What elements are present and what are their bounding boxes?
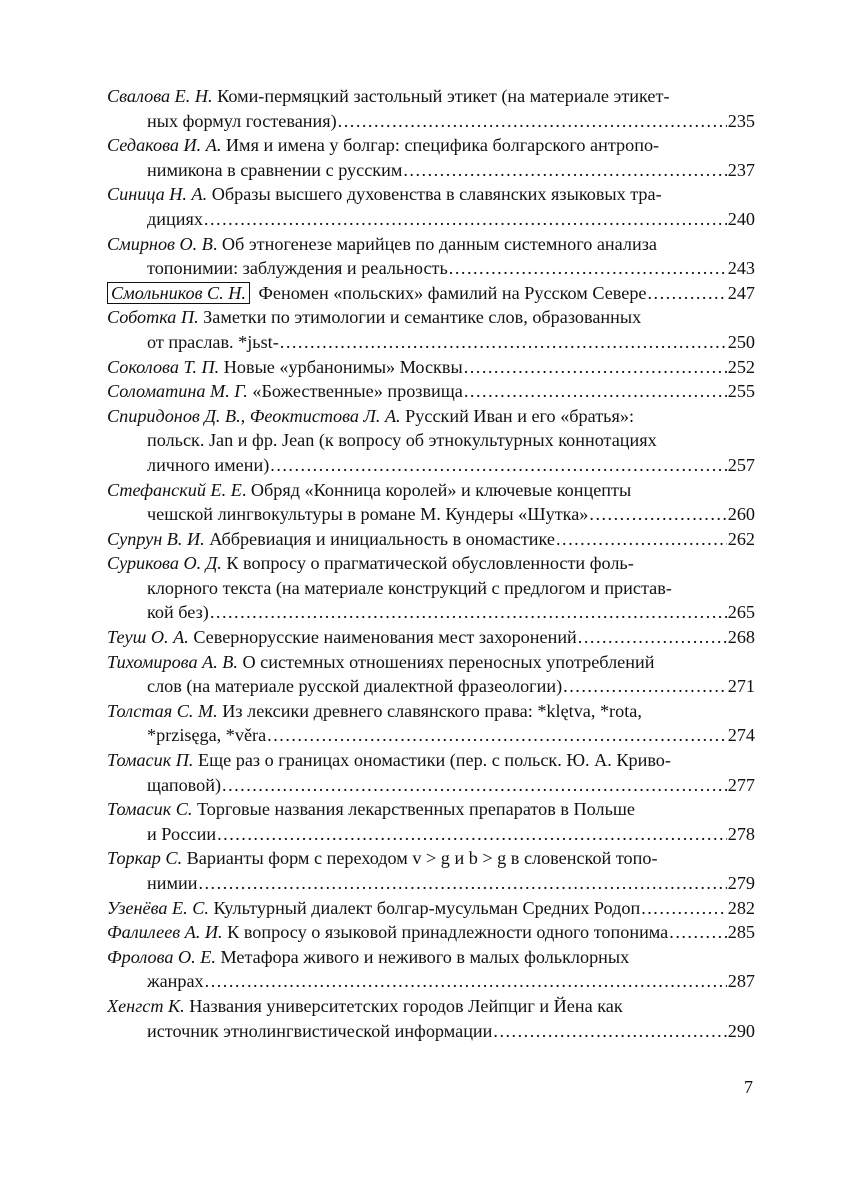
toc-entry xyxy=(107,379,755,404)
entry-title-line: Коми-пермяцкий застольный этикет (на материале этикет- xyxy=(217,86,670,106)
entry-author: Спиридонов Д. В., Феоктистова Л. А. xyxy=(107,405,401,426)
entry-title-line: ных формул гостевания) xyxy=(147,110,337,131)
leader-dots xyxy=(669,920,726,945)
leader-dots xyxy=(578,625,727,650)
entry-title-line: топонимии: заблуждения и реальность xyxy=(147,258,448,279)
toc-entry xyxy=(107,920,755,945)
toc-entry xyxy=(107,182,755,231)
leader-dots xyxy=(270,453,726,478)
entry-title-line: Имя и имена у болгар: специфика болгарского антропо- xyxy=(225,135,660,156)
entry-title-line: Заметки по этимологии и семантике слов, образованных xyxy=(203,307,642,328)
leader-dots xyxy=(280,330,727,355)
entry-title-line: К вопросу о прагматической обусловленности фоль- xyxy=(226,553,634,574)
entry-author: Седакова И. А. xyxy=(107,135,222,156)
entry-title-line: и России xyxy=(147,823,217,844)
leader-dots xyxy=(556,527,727,552)
entry-title-line: щаповой) xyxy=(147,774,222,795)
entry-title-line: Феномен «польских» фамилий на Русском Севере xyxy=(258,282,647,303)
toc-entry xyxy=(107,404,755,478)
toc-entry xyxy=(107,650,755,699)
entry-title-line: . Об этногенезе марийцев по данным системного анализа xyxy=(212,233,657,254)
entry-title-line: Новые «урбанонимы» Москвы xyxy=(223,356,463,377)
entry-page: 247 xyxy=(727,282,755,303)
leader-dots xyxy=(222,773,727,798)
entry-title-line: чешской лингвокультуры в романе М. Кундеры «Шутка» xyxy=(147,504,589,525)
entry-title-line: источник этнолингвистической информации xyxy=(147,1020,493,1041)
entry-page: 279 xyxy=(727,873,755,893)
entry-title-line: Из лексики древнего славянского права: *klętva, *rota, xyxy=(222,700,642,721)
entry-title-line: клорного текста (на материале конструкций с предлогом и пристав- xyxy=(147,577,672,598)
toc-entry xyxy=(107,896,755,921)
entry-title-line: О системных отношениях переносных употреблений xyxy=(242,651,655,672)
entry-author-boxed: Смольников С. Н. xyxy=(107,282,250,304)
entry-title-line: Русский Иван и его «братья»: xyxy=(405,405,634,426)
toc-entry xyxy=(107,133,755,182)
entry-author: Свалова Е. Н. xyxy=(107,86,213,106)
entry-author: Толстая С. М. xyxy=(107,700,218,721)
leader-dots xyxy=(205,969,727,994)
entry-author: Соломатина М. Г. xyxy=(107,381,248,402)
toc-entry xyxy=(107,699,755,748)
entry-title-line: польск. Jan и фр. Jean (к вопросу об этнокультурных коннотациях xyxy=(147,430,657,451)
toc-entry xyxy=(107,797,755,846)
toc-entry xyxy=(107,846,755,895)
entry-page: 268 xyxy=(727,627,755,648)
entry-title-line: личного имени) xyxy=(147,454,270,475)
entry-author: Торкар С. xyxy=(107,848,183,869)
entry-page: 255 xyxy=(727,381,755,402)
toc-entry xyxy=(107,551,755,625)
entry-title-line: Культурный диалект болгар-мусульман Средних Родоп xyxy=(213,897,641,918)
entry-author: Синица Н. А. xyxy=(107,184,208,205)
toc-entry xyxy=(107,478,755,527)
entry-page: 237 xyxy=(727,159,755,180)
entry-title-line: Названия университетских городов Лейпциг и Йена как xyxy=(189,995,623,1016)
entry-author: Супрун В. И. xyxy=(107,528,205,549)
page-number: 7 xyxy=(744,1077,753,1097)
entry-title-line: нимикона в сравнении с русским xyxy=(147,159,403,180)
toc-entry xyxy=(107,945,755,994)
entry-title-line: дициях xyxy=(147,208,203,229)
table-of-contents xyxy=(107,84,755,1043)
entry-author: Томасик С. xyxy=(107,799,193,820)
entry-author: Фролова О. Е. xyxy=(107,946,216,967)
entry-page: 287 xyxy=(727,971,755,992)
entry-title-line: *przisęga, *věra xyxy=(147,725,267,746)
leader-dots xyxy=(198,871,726,896)
entry-author: Узенёва Е. С. xyxy=(107,897,209,918)
entry-author: Фалилеев А. И. xyxy=(107,922,223,943)
entry-title-line: Севернорусские наименования мест захоронений xyxy=(193,627,577,648)
toc-entry xyxy=(107,84,755,133)
entry-page: 265 xyxy=(727,602,755,623)
entry-page: 260 xyxy=(727,504,755,525)
entry-author: Теуш О. А. xyxy=(107,627,189,648)
leader-dots xyxy=(647,281,726,306)
entry-page: 262 xyxy=(727,528,755,549)
toc-entry xyxy=(107,355,755,380)
toc-entry xyxy=(107,305,755,354)
entry-title-line: от праслав. *jьst- xyxy=(147,331,279,352)
entry-title-line: Аббревиация и инициальность в ономастике xyxy=(209,528,555,549)
entry-title-line: Варианты форм с переходом v > g и b > g в словенской топо- xyxy=(186,848,658,869)
toc-entry xyxy=(107,281,755,306)
leader-dots xyxy=(403,158,726,183)
entry-title-line: жанрах xyxy=(147,971,204,992)
toc-entry xyxy=(107,625,755,650)
entry-title-line: К вопросу о языковой принадлежности одного топонима xyxy=(227,922,669,943)
entry-author: Смирнов О. В xyxy=(107,233,213,254)
entry-author: Сурикова О. Д. xyxy=(107,553,222,574)
leader-dots xyxy=(464,379,727,404)
entry-author: Томасик П. xyxy=(107,750,194,771)
entry-author: Тихомирова А. В. xyxy=(107,651,238,672)
entry-page: 271 xyxy=(727,676,755,697)
entry-author: Хенгст К. xyxy=(107,995,185,1016)
entry-title-line: слов (на материале русской диалектной фразеологии) xyxy=(147,676,563,697)
entry-page: 257 xyxy=(727,454,755,475)
entry-page: 252 xyxy=(727,356,755,377)
entry-page: 235 xyxy=(727,110,755,131)
leader-dots xyxy=(267,723,727,748)
entry-author: Стефанский Е. Е xyxy=(107,479,242,500)
entry-page: 240 xyxy=(727,208,755,229)
toc-entry xyxy=(107,994,755,1043)
leader-dots xyxy=(449,256,727,281)
entry-title-line: Метафора живого и неживого в малых фольклорных xyxy=(220,946,630,967)
entry-title-line: «Божественные» прозвища xyxy=(252,381,463,402)
entry-page: 243 xyxy=(727,258,755,279)
leader-dots xyxy=(217,822,727,847)
toc-entry xyxy=(107,748,755,797)
entry-title-line: нимии xyxy=(147,873,198,893)
leader-dots xyxy=(464,355,727,380)
entry-page: 282 xyxy=(727,897,755,918)
leader-dots xyxy=(204,207,727,232)
entry-author: Соботка П. xyxy=(107,307,199,328)
entry-author: Соколова Т. П. xyxy=(107,356,220,377)
entry-title-line: кой без) xyxy=(147,602,209,623)
entry-title-line: Еще раз о границах ономастики (пер. с польск. Ю. А. Криво- xyxy=(198,750,671,771)
entry-page: 290 xyxy=(727,1020,755,1041)
toc-entry xyxy=(107,232,755,281)
leader-dots xyxy=(589,502,726,527)
entry-title-line: Образы высшего духовенства в славянских языковых тра- xyxy=(211,184,662,205)
toc-entry xyxy=(107,527,755,552)
entry-title-line: Торговые названия лекарственных препаратов в Польше xyxy=(197,799,635,820)
entry-page: 274 xyxy=(727,725,755,746)
leader-dots xyxy=(641,896,727,921)
entry-title-line: . Обряд «Конница королей» и ключевые концепты xyxy=(241,479,632,500)
leader-dots xyxy=(493,1019,726,1044)
leader-dots xyxy=(338,109,727,134)
leader-dots xyxy=(563,674,727,699)
entry-page: 277 xyxy=(727,774,755,795)
entry-page: 250 xyxy=(727,331,755,352)
entry-page: 285 xyxy=(727,922,755,943)
leader-dots xyxy=(210,600,727,625)
entry-page: 278 xyxy=(727,823,755,844)
